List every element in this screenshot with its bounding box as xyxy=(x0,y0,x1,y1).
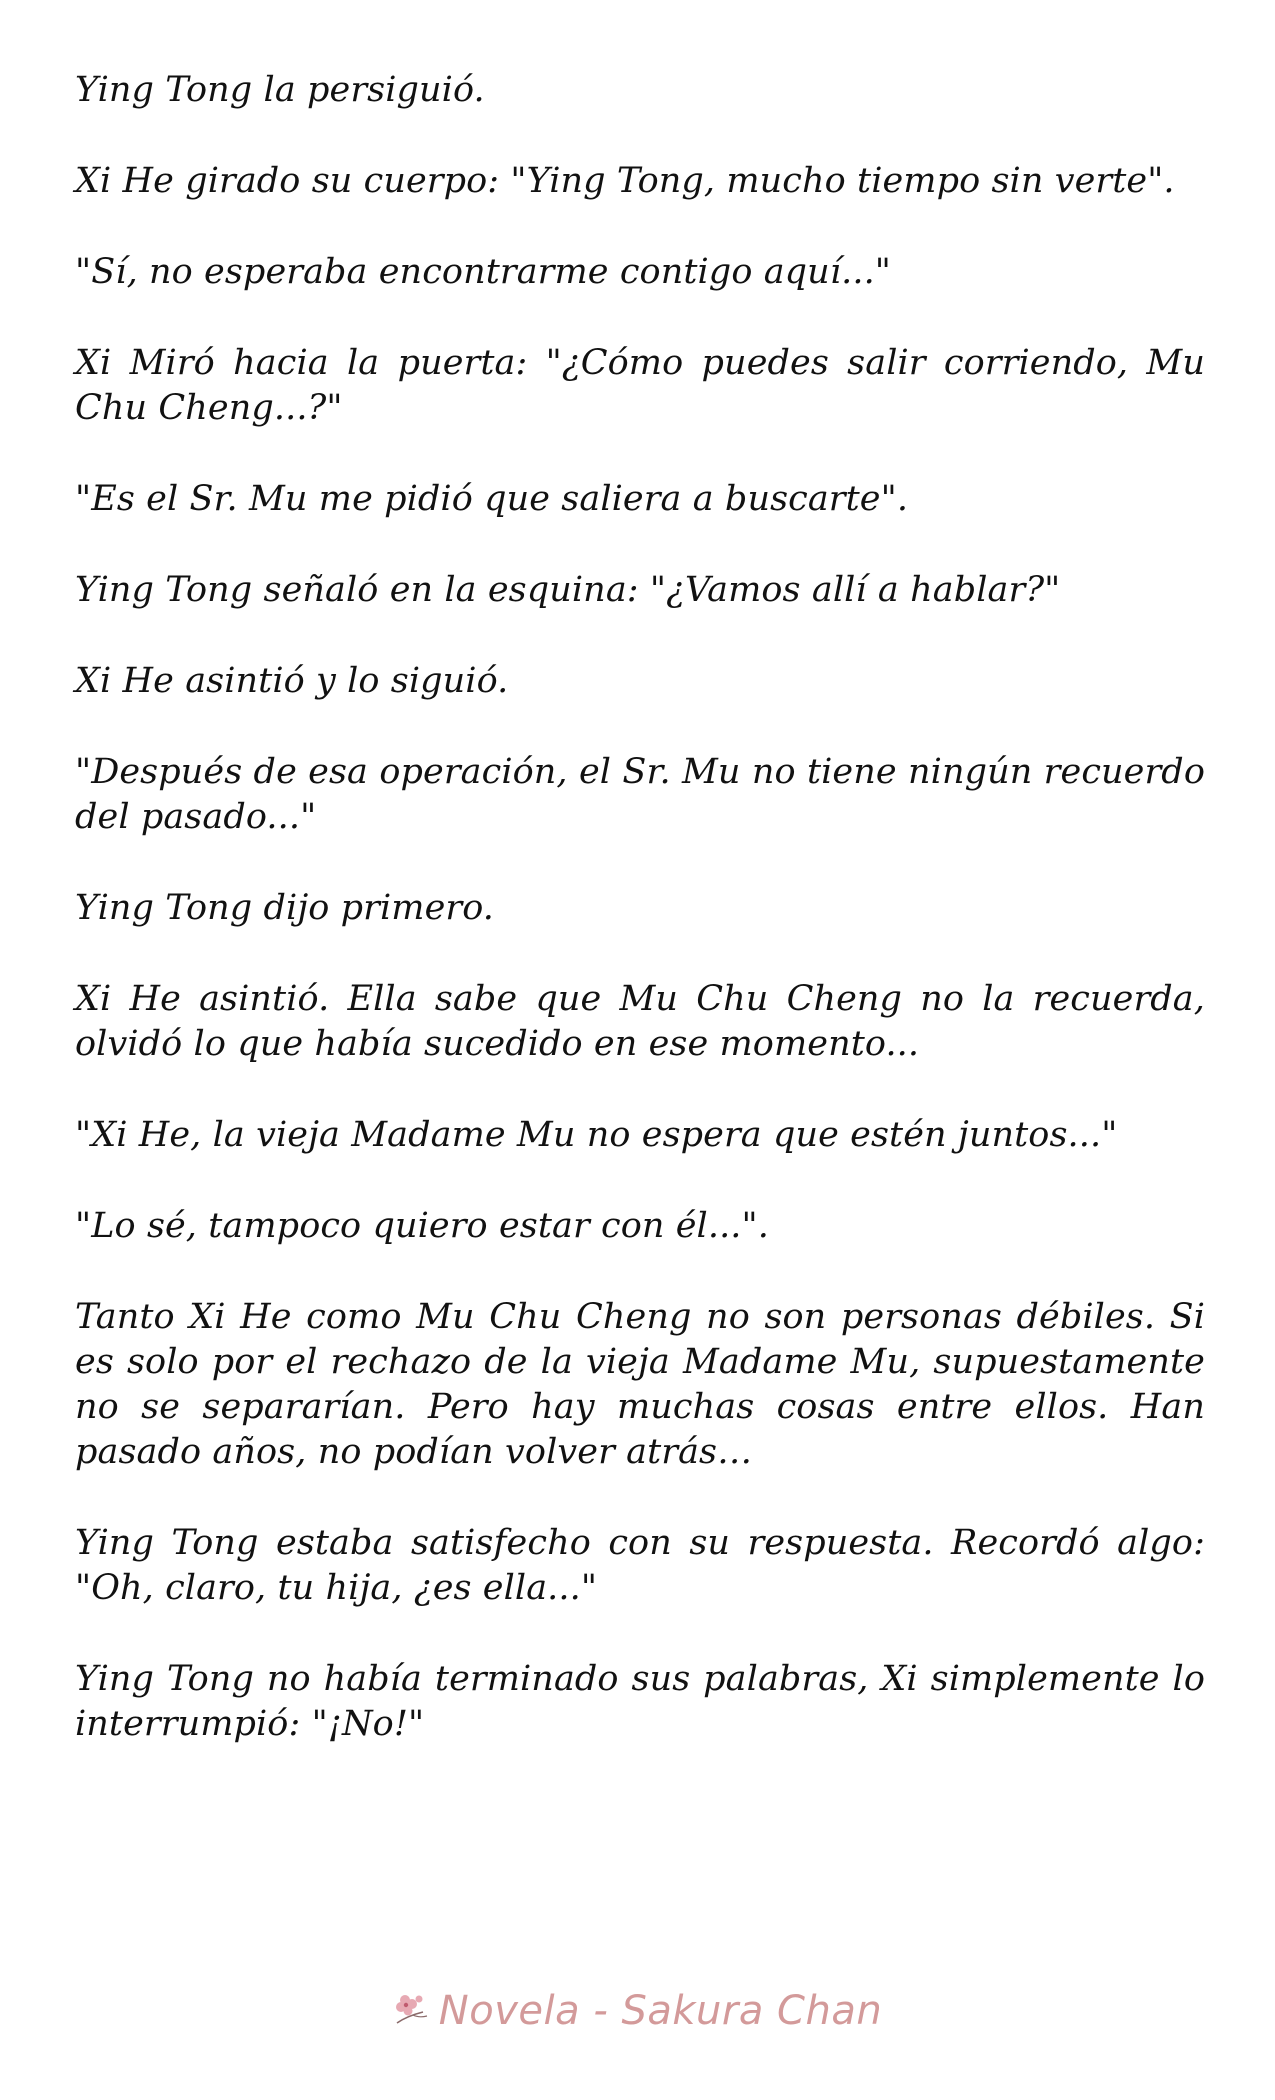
paragraph: "Lo sé, tampoco quiero estar con él...". xyxy=(75,1206,769,1246)
sakura-flower-icon xyxy=(393,1990,431,2036)
watermark xyxy=(0,1988,1275,2036)
paragraph: Tanto Xi He como Mu Chu Cheng no son personas débiles. Si es solo por el rechazo de la vieja Madame Mu, supuestamente no se separarían. Pero hay muchas cosas entre ellos. Han pasado años, no podían volver atrás… xyxy=(75,1297,1205,1472)
paragraph: Ying Tong la persiguió. xyxy=(75,70,485,110)
document-body xyxy=(75,68,1205,1793)
paragraph: Xi He girado su cuerpo: "Ying Tong, mucho tiempo sin verte". xyxy=(75,161,1175,201)
paragraph: "Sí, no esperaba encontrarme contigo aquí..." xyxy=(75,252,891,292)
paragraph: Ying Tong no había terminado sus palabras, Xi simplemente lo interrumpió: "¡No!" xyxy=(75,1659,1205,1744)
paragraph: "Xi He, la vieja Madame Mu no espera que estén juntos..." xyxy=(75,1115,1118,1155)
paragraph: Ying Tong señaló en la esquina: "¿Vamos allí a hablar?" xyxy=(75,570,1061,610)
paragraph: Xi Miró hacia la puerta: "¿Cómo puedes salir corriendo, Mu Chu Cheng...?" xyxy=(75,343,1205,428)
paragraph: "Después de esa operación, el Sr. Mu no tiene ningún recuerdo del pasado..." xyxy=(75,752,1205,837)
watermark-text: Novela - Sakura Chan xyxy=(438,1988,883,2034)
paragraph: Xi He asintió. Ella sabe que Mu Chu Cheng no la recuerda, olvidó lo que había sucedido en ese momento... xyxy=(75,979,1205,1064)
paragraph: "Es el Sr. Mu me pidió que saliera a buscarte". xyxy=(75,479,909,519)
paragraph: Xi He asintió y lo siguió. xyxy=(75,661,509,701)
paragraph: Ying Tong estaba satisfecho con su respuesta. Recordó algo: "Oh, claro, tu hija, ¿es ella..." xyxy=(75,1523,1205,1608)
paragraph: Ying Tong dijo primero. xyxy=(75,888,495,928)
